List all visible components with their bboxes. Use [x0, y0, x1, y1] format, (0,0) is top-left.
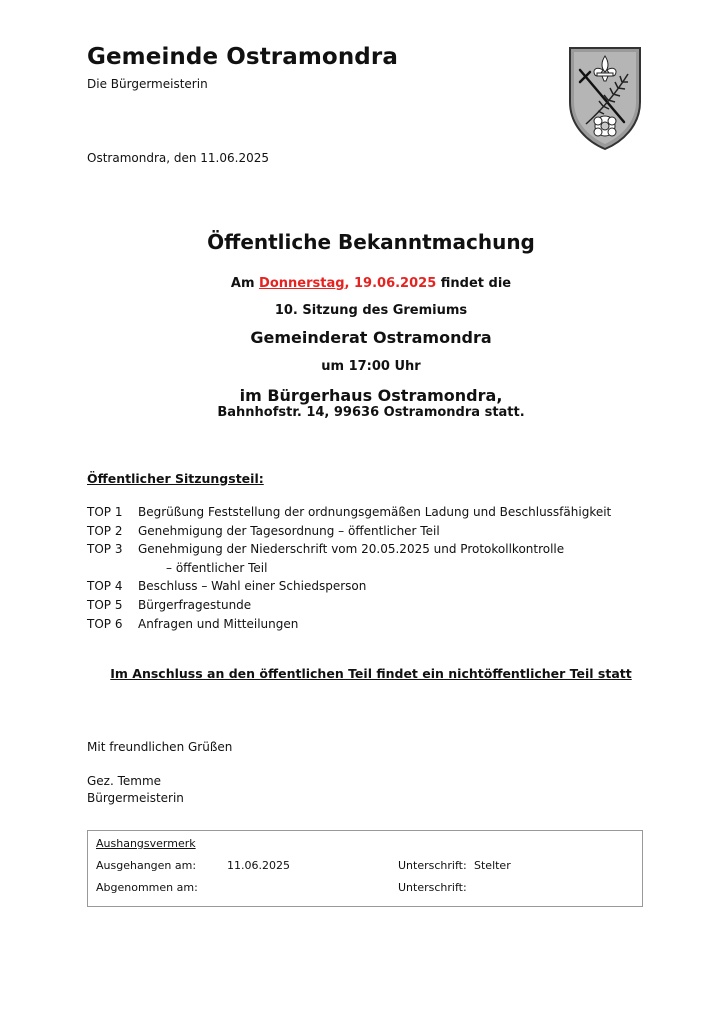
announcement-heading: Öffentliche Bekanntmachung	[207, 230, 535, 254]
municipality-subtitle: Die Bürgermeisterin	[87, 77, 208, 91]
agenda-text: Bürgerfragestunde	[138, 597, 252, 612]
agenda-number: TOP 4	[87, 579, 123, 594]
council-name: Gemeinderat Ostramondra	[250, 328, 492, 347]
agenda-text: Anfragen und Mitteilungen	[138, 616, 299, 631]
agenda-item	[87, 615, 611, 634]
coat-of-arms-icon	[566, 44, 644, 152]
meeting-venue: im Bürgerhaus Ostramondra,	[239, 386, 503, 405]
agenda-item-continuation	[87, 559, 611, 578]
agenda-text: Genehmigung der Niederschrift vom 20.05.2025 und Protokollkontrolle	[138, 542, 565, 557]
agenda-list	[87, 503, 611, 633]
meeting-date-line	[0, 276, 724, 291]
agenda-item	[87, 577, 611, 596]
signature-name: Gez. Temme	[87, 774, 162, 788]
agenda-number: TOP 3	[87, 542, 123, 557]
agenda-text: Genehmigung der Tagesordnung – öffentlicher Teil	[138, 523, 440, 538]
session-number: 10. Sitzung des Gremiums	[274, 303, 468, 318]
meeting-time: um 17:00 Uhr	[321, 359, 421, 374]
public-section-title: Öffentlicher Sitzungsteil:	[87, 471, 264, 486]
agenda-item	[87, 596, 611, 615]
posted-label: Ausgehangen am:	[96, 859, 197, 872]
date-suffix: findet die	[436, 276, 512, 291]
signature-label-removed: Unterschrift:	[398, 881, 467, 894]
meeting-date: , 19.06.2025	[344, 276, 437, 291]
municipality-title: Gemeinde Ostramondra	[87, 44, 398, 70]
signature-label-posted: Unterschrift:	[398, 859, 467, 872]
removed-label: Abgenommen am:	[96, 881, 198, 894]
agenda-number: TOP 2	[87, 523, 123, 538]
agenda-text: Begrüßung Feststellung der ordnungsgemäßen Ladung und Beschlussfähigkeit	[138, 505, 612, 519]
agenda-text: Beschluss – Wahl einer Schiedsperson	[138, 579, 367, 594]
greeting: Mit freundlichen Grüßen	[87, 740, 233, 754]
date-prefix: Am	[230, 276, 260, 291]
agenda-item	[87, 503, 611, 522]
agenda-item	[87, 540, 611, 559]
posting-record-box	[87, 830, 643, 907]
agenda-number: TOP 6	[87, 616, 123, 631]
agenda-number: TOP 5	[87, 597, 123, 612]
meeting-address: Bahnhofstr. 14, 99636 Ostramondra statt.	[217, 405, 525, 420]
agenda-item	[87, 522, 611, 541]
date-line: Ostramondra, den 11.06.2025	[87, 151, 269, 165]
meeting-day: Donnerstag	[259, 276, 345, 291]
posting-record-title: Aushangsvermerk	[96, 837, 196, 850]
agenda-continuation-text: – öffentlicher Teil	[166, 560, 268, 575]
signature-role: Bürgermeisterin	[87, 791, 184, 805]
agenda-number: TOP 1	[87, 505, 123, 519]
posted-date: 11.06.2025	[227, 859, 290, 872]
closing-note: Im Anschluss an den öffentlichen Teil findet ein nichtöffentlicher Teil statt	[110, 666, 632, 681]
signature-value-posted: Stelter	[474, 859, 511, 872]
